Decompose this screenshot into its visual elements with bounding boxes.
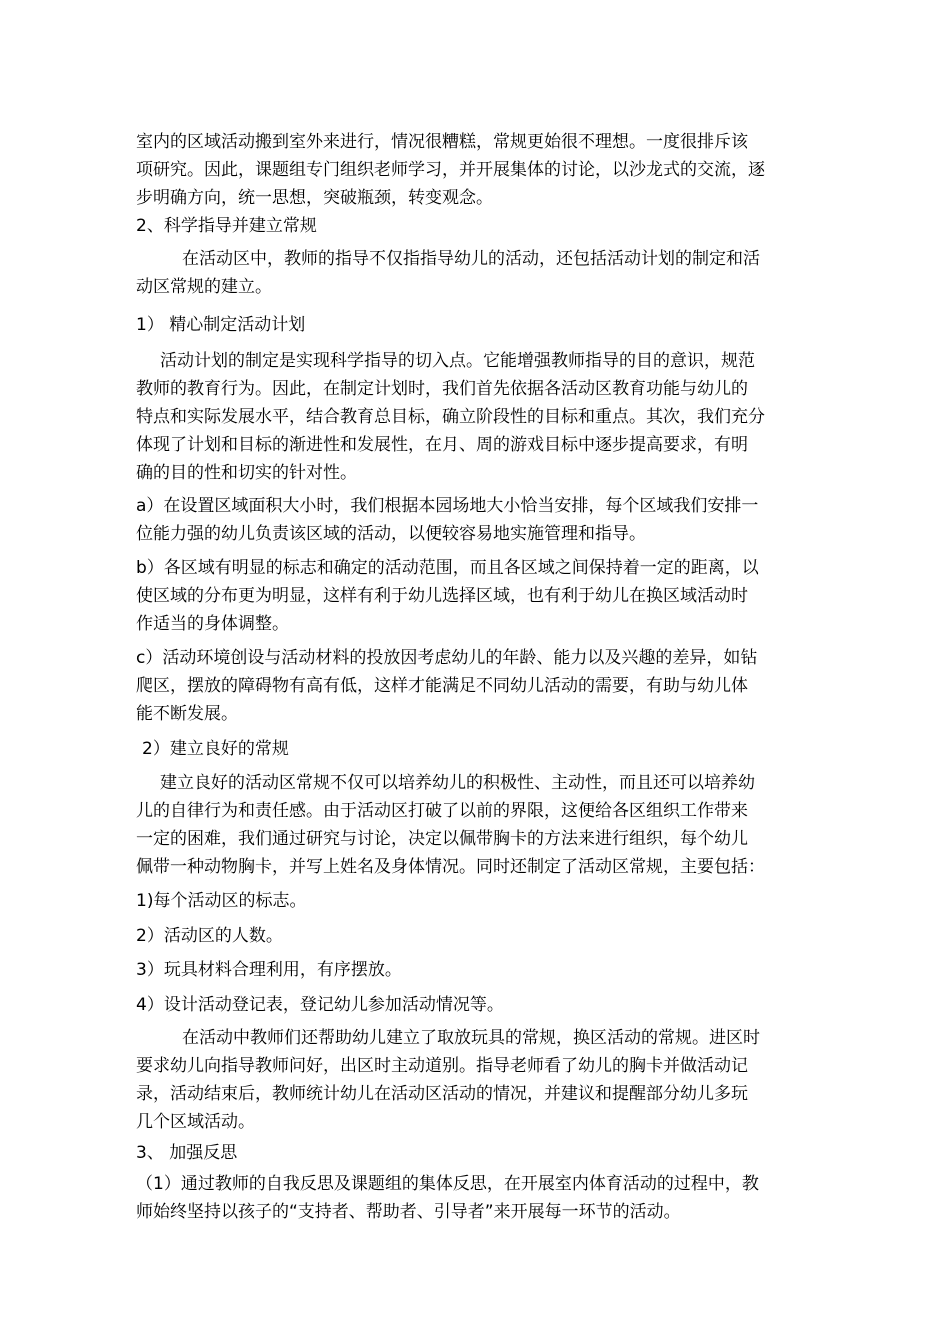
text-line: 师始终坚持以孩子的“支持者、帮助者、引导者”来开展每一环节的活动。 [136, 1202, 681, 1222]
list-item: 4）设计活动登记表，登记幼儿参加活动情况等。 [136, 995, 504, 1015]
list-item: （1）通过教师的自我反思及课题组的集体反思，在开展室内体育活动的过程中，教 [136, 1174, 759, 1194]
subsection-heading: 1） 精心制定活动计划 [136, 315, 306, 335]
text-line: 位能力强的幼儿负责该区域的活动，以便较容易地实施管理和指导。 [136, 524, 646, 544]
text-line: 录，活动结束后，教师统计幼儿在活动区活动的情况，并建议和提醒部分幼儿多玩 [136, 1084, 748, 1104]
text-line: 项研究。因此，课题组专门组织老师学习，并开展集体的讨论，以沙龙式的交流，逐 [136, 160, 765, 180]
text-line: 要求幼儿向指导教师问好，出区时主动道别。指导老师看了幼儿的胸卡并做活动记 [136, 1056, 748, 1076]
text-line: 步明确方向，统一思想，突破瓶颈，转变观念。 [136, 188, 493, 208]
list-item: b）各区域有明显的标志和确定的活动范围，而且各区域之间保持着一定的距离，以 [136, 558, 759, 578]
section-heading: 2、科学指导并建立常规 [136, 216, 317, 236]
text-line: 佩带一种动物胸卡，并写上姓名及身体情况。同时还制定了活动区常规，主要包括： [136, 857, 765, 877]
text-line: 确的目的性和切实的针对性。 [136, 463, 357, 483]
list-item: 3）玩具材料合理利用，有序摆放。 [136, 960, 402, 980]
list-item: a）在设置区域面积大小时，我们根据本园场地大小恰当安排，每个区域我们安排一 [136, 496, 759, 516]
text-line: 特点和实际发展水平，结合教育总目标，确立阶段性的目标和重点。其次，我们充分 [136, 407, 765, 427]
text-line: 教师的教育行为。因此，在制定计划时，我们首先依据各活动区教育功能与幼儿的 [136, 379, 748, 399]
list-item: c）活动环境创设与活动材料的投放因考虑幼儿的年龄、能力以及兴趣的差异，如钻 [136, 648, 758, 668]
text-line: 一定的困难，我们通过研究与讨论，决定以佩带胸卡的方法来进行组织，每个幼儿 [136, 829, 748, 849]
text-line: 活动计划的制定是实现科学指导的切入点。它能增强教师指导的目的意识，规范 [160, 351, 755, 371]
text-line: 作适当的身体调整。 [136, 614, 289, 634]
text-line: 几个区域活动。 [136, 1112, 255, 1132]
section-heading: 3、 加强反思 [136, 1143, 238, 1163]
text-line: 在活动中教师们还帮助幼儿建立了取放玩具的常规，换区活动的常规。进区时 [182, 1028, 760, 1048]
subsection-heading: 2）建立良好的常规 [142, 739, 289, 759]
text-line: 体现了计划和目标的渐进性和发展性，在月、周的游戏目标中逐步提高要求，有明 [136, 435, 748, 455]
text-line: 使区域的分布更为明显，这样有利于幼儿选择区域，也有利于幼儿在换区域活动时 [136, 586, 748, 606]
text-line: 能不断发展。 [136, 704, 238, 724]
text-line: 建立良好的活动区常规不仅可以培养幼儿的积极性、主动性，而且还可以培养幼 [160, 773, 755, 793]
text-line: 在活动区中，教师的指导不仅指指导幼儿的活动，还包括活动计划的制定和活 [182, 249, 760, 269]
text-line: 儿的自律行为和责任感。由于活动区打破了以前的界限，这便给各区组织工作带来 [136, 801, 748, 821]
text-line: 爬区，摆放的障碍物有高有低，这样才能满足不同幼儿活动的需要，有助与幼儿体 [136, 676, 748, 696]
list-item: 2）活动区的人数。 [136, 926, 283, 946]
text-line: 动区常规的建立。 [136, 277, 272, 297]
list-item: 1)每个活动区的标志。 [136, 891, 307, 911]
text-line: 室内的区域活动搬到室外来进行，情况很糟糕，常规更始很不理想。一度很排斥该 [136, 132, 748, 152]
